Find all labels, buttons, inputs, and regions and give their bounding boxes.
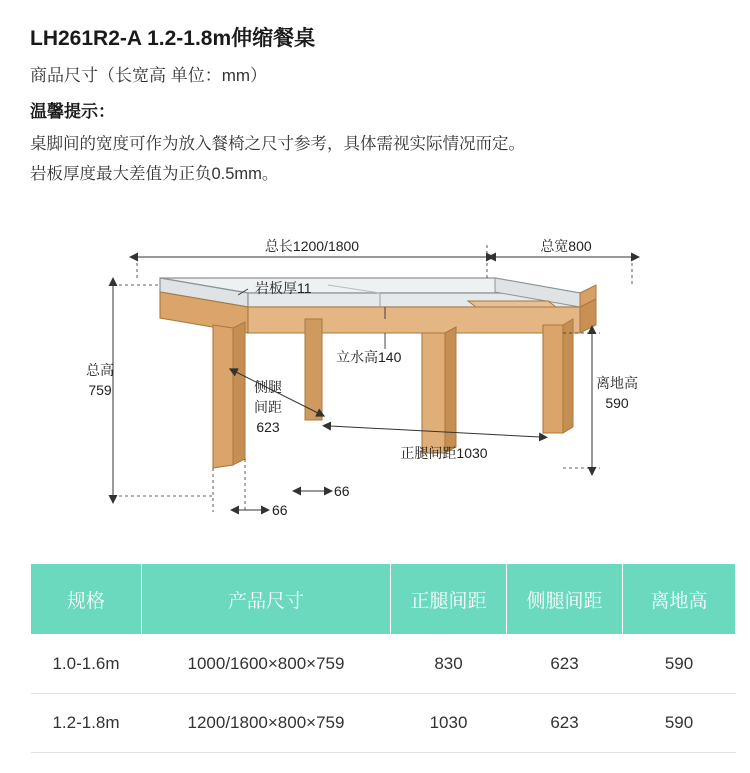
table-header-row bbox=[31, 564, 736, 635]
table-cell: 1.0-1.6m bbox=[31, 635, 142, 694]
table-cell: 830 bbox=[391, 635, 507, 694]
label-side-leg-3: 623 bbox=[256, 419, 280, 435]
dim-total-width bbox=[495, 238, 632, 287]
dim-ground-clearance bbox=[563, 333, 638, 468]
page-title: LH261R2-A 1.2-1.8m伸缩餐桌 bbox=[30, 27, 316, 50]
label-slab-thickness: 岩板厚11 bbox=[255, 280, 312, 296]
table-header-cell: 离地高 bbox=[623, 564, 736, 635]
label-ground-clearance-1: 离地高 bbox=[596, 375, 638, 391]
label-front-leg-span: 正腿间距1030 bbox=[400, 445, 488, 461]
table-cell: 623 bbox=[507, 635, 623, 694]
table-header-cell: 产品尺寸 bbox=[142, 564, 391, 635]
product-dimension-subtitle: 商品尺寸（长宽高 单位：mm） bbox=[30, 66, 268, 86]
label-side-leg-2: 间距 bbox=[254, 399, 282, 415]
table-header-cell: 规格 bbox=[31, 564, 142, 635]
table-cell: 590 bbox=[623, 635, 736, 694]
label-apron-height: 立水高140 bbox=[336, 349, 402, 365]
spec-table bbox=[30, 563, 736, 753]
dim-leg-section bbox=[213, 459, 350, 518]
table-cell: 590 bbox=[623, 694, 736, 753]
header-block bbox=[30, 26, 720, 193]
table-cell: 1000/1600×800×759 bbox=[142, 635, 391, 694]
table-cell: 1030 bbox=[391, 694, 507, 753]
label-total-height-2: 759 bbox=[88, 382, 112, 398]
label-total-length: 总长1200/1800 bbox=[264, 238, 360, 254]
tip-line-1: 桌脚间的宽度可作为放入餐椅之尺寸参考，具体需视实际情况而定。 bbox=[30, 135, 525, 154]
label-leg-section-b: 66 bbox=[272, 502, 288, 518]
table-header-cell: 侧腿间距 bbox=[507, 564, 623, 635]
dim-total-length bbox=[137, 238, 487, 278]
label-total-height-1: 总高 bbox=[86, 362, 114, 378]
table-cell: 1.2-1.8m bbox=[31, 694, 142, 753]
table-cell: 623 bbox=[507, 694, 623, 753]
table-row bbox=[31, 635, 736, 694]
label-leg-section-a: 66 bbox=[334, 483, 350, 499]
label-side-leg-1: 侧腿 bbox=[254, 379, 282, 395]
label-total-width: 总宽800 bbox=[540, 238, 592, 254]
table-cell: 1200/1800×800×759 bbox=[142, 694, 391, 753]
label-ground-clearance-2: 590 bbox=[605, 395, 629, 411]
table-row bbox=[31, 694, 736, 753]
table-header-cell: 正腿间距 bbox=[391, 564, 507, 635]
tip-line-2: 岩板厚度最大差值为正负0.5mm。 bbox=[30, 165, 279, 184]
dimension-diagram bbox=[0, 215, 750, 540]
tip-label: 温馨提示： bbox=[30, 102, 115, 122]
